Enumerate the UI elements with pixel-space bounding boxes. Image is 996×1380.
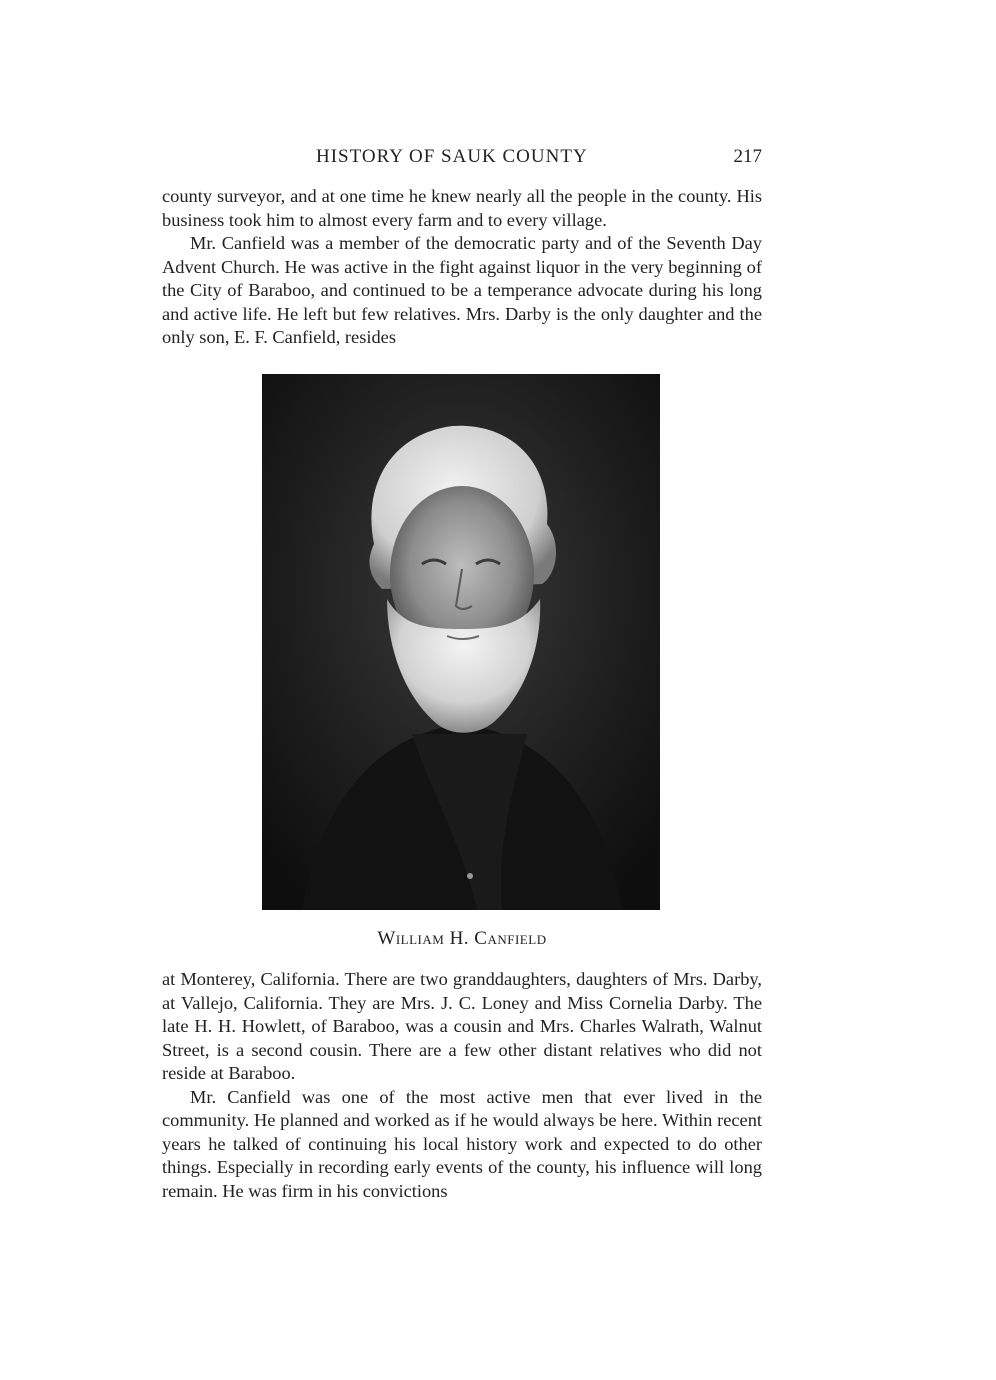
figure-caption: William H. Canfield: [377, 928, 547, 949]
body-text-top: [162, 185, 762, 350]
body-text-bottom: [162, 968, 762, 1203]
paragraph: Mr. Canfield was a member of the democratic party and of the Seventh Day Advent Church. He was active in the fight against liquor in the very beginning of the City of Baraboo, and continued to be a temperance advocate during his long and active life. He left but few relatives. Mrs. Darby is the only daughter and the only son, E. F. Canfield, resides: [162, 233, 762, 347]
paragraph: at Monterey, California. There are two granddaughters, daughters of Mrs. Darby, at Vallejo, California. They are Mrs. J. C. Loney and Miss Cornelia Darby. The late H. H. Howlett, of Baraboo, was a cousin and Mrs. Charles Walrath, Walnut Street, is a second cousin. There are a few other distant relatives who did not reside at Baraboo.: [162, 969, 762, 1083]
portrait-illustration: [262, 374, 660, 910]
paragraph: county surveyor, and at one time he knew nearly all the people in the county. His business took him to almost every farm and to every village.: [162, 186, 762, 230]
page-number: 217: [733, 146, 762, 167]
portrait-photo: [262, 374, 660, 910]
running-head: [162, 146, 762, 172]
paragraph: Mr. Canfield was one of the most active men that ever lived in the community. He planned and worked as if he would always be here. Within recent years he talked of continuing his local history work and expected to do other things. Especially in recording early events of the county, his influence will long remain. He was firm in his convictions: [162, 1086, 762, 1201]
running-title: HISTORY OF SAUK COUNTY: [316, 146, 588, 167]
